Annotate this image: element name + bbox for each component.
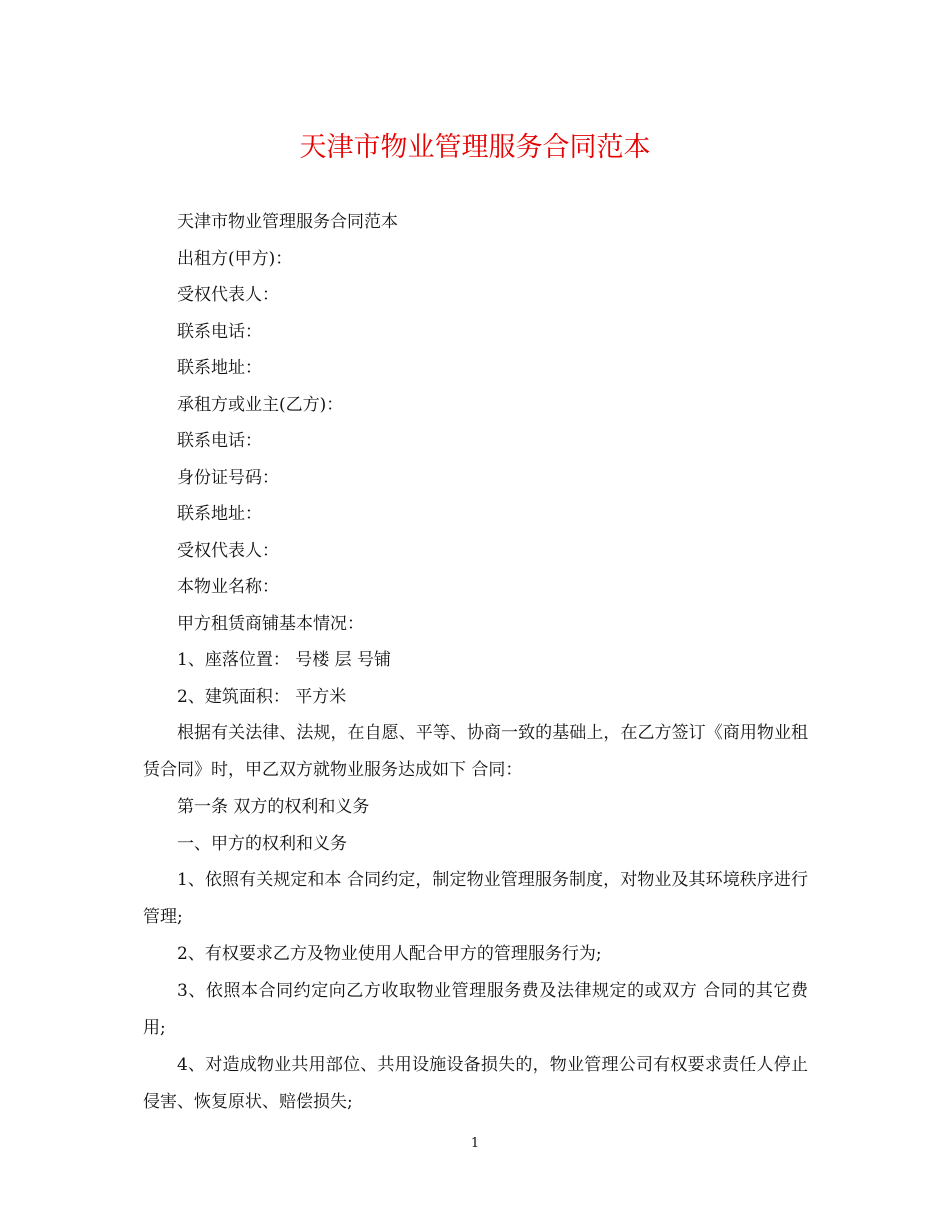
text-line: 出租方(甲方)： xyxy=(177,248,293,269)
clause-paragraph: 4、对造成物业共用部位、共用设施设备损失的，物业管理公司有权要求责任人停止侵害、恢复原状、赔偿损失; xyxy=(143,1055,808,1112)
text-line: 本物业名称： xyxy=(177,577,279,597)
text-line: 身份证号码： xyxy=(177,467,279,488)
document-title: 天津市物业管理服务合同范本 xyxy=(299,132,651,163)
text-line: 承租方或业主(乙方)： xyxy=(177,394,344,415)
text-line: 联系电话： xyxy=(177,321,262,342)
text-line: 联系电话： xyxy=(177,431,262,451)
clause-paragraph: 3、依照本合同约定向乙方收取物业管理服务费及法律规定的或双方 合同的其它费用; xyxy=(143,981,808,1038)
page-number: 1 xyxy=(470,1136,480,1151)
text-line: 天津市物业管理服务合同范本 xyxy=(177,212,398,232)
text-line: 1、座落位置： 号楼 层 号铺 xyxy=(177,650,392,670)
clause-paragraph: 2、有权要求乙方及物业使用人配合甲方的管理服务行为; xyxy=(177,944,602,964)
text-line: 甲方租赁商铺基本情况： xyxy=(177,613,364,634)
article-heading: 第一条 双方的权利和义务 xyxy=(177,797,370,817)
preamble-paragraph: 根据有关法律、法规，在自愿、平等、协商一致的基础上，在乙方签订《商用物业租赁合同》时，甲乙双方就物业服务达成如下 合同： xyxy=(143,723,808,780)
text-line: 2、建筑面积： 平方米 xyxy=(177,686,347,707)
document-body xyxy=(143,204,808,1121)
section-heading: 一、甲方的权利和义务 xyxy=(177,833,347,854)
text-line: 联系地址： xyxy=(177,358,262,378)
text-line: 联系地址： xyxy=(177,504,262,524)
text-line: 受权代表人： xyxy=(177,285,279,305)
clause-paragraph: 1、依照有关规定和本 合同约定，制定物业管理服务制度，对物业及其环境秩序进行管理; xyxy=(143,870,808,927)
text-line: 受权代表人： xyxy=(177,540,279,561)
